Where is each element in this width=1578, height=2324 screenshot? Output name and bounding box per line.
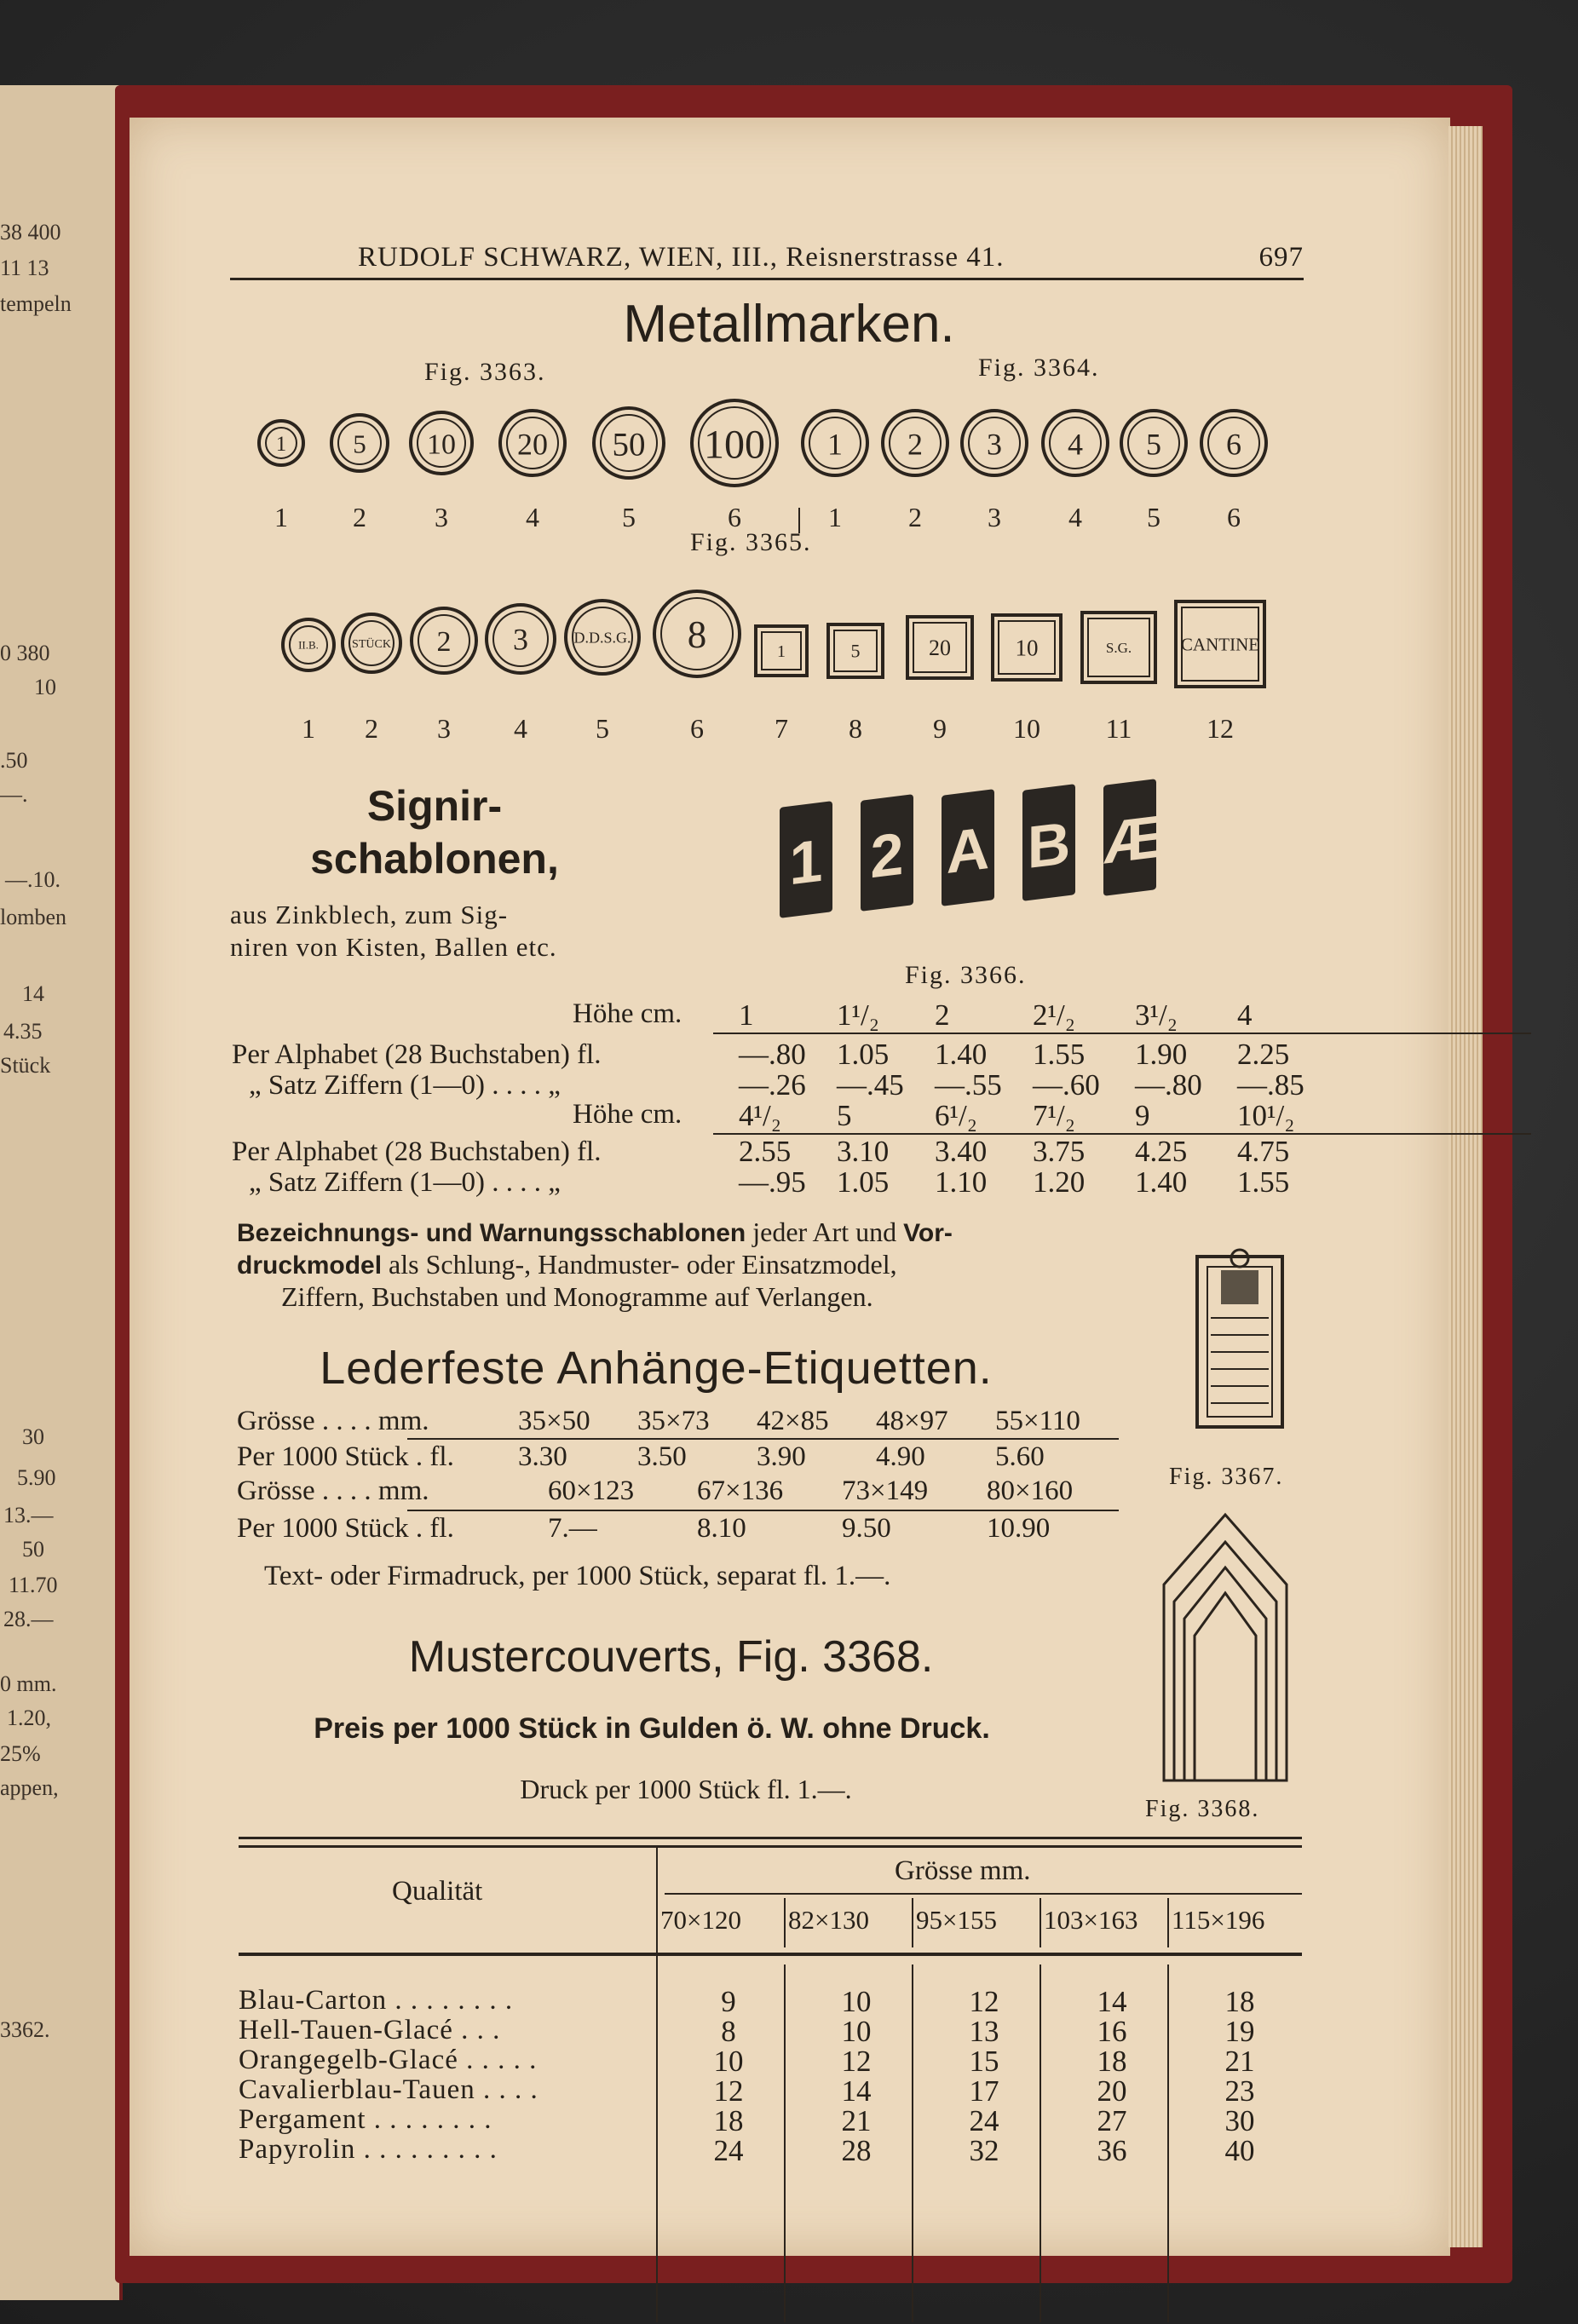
- leder-price-1-0: 3.30: [518, 1441, 567, 1472]
- alpha-price-2-0: 2.55: [739, 1135, 792, 1168]
- size-divider-1: [784, 1898, 786, 1947]
- left-page-fragment: appen,: [0, 1775, 59, 1800]
- left-page-fragment: 0 mm.: [0, 1671, 57, 1696]
- height-1-2: 2: [935, 998, 950, 1032]
- left-page-fragment: —.10.: [5, 867, 60, 892]
- alpha-price-1-5: 2.25: [1237, 1038, 1290, 1071]
- leder-price-1-4: 5.60: [995, 1441, 1045, 1472]
- leder-price-2-3: 10.90: [987, 1513, 1051, 1544]
- rule-1: [713, 1033, 1531, 1034]
- quality-cell: 9: [721, 1985, 736, 2018]
- left-page-fragment: Stück: [0, 1053, 51, 1078]
- metal-mark-label: 4: [1068, 427, 1083, 462]
- metal-mark-2-3: [487, 605, 555, 673]
- height-1-4: 3¹/₂: [1135, 998, 1178, 1032]
- body-divider-1: [784, 1964, 786, 2322]
- satz-label-1: „ Satz Ziffern (1—0) . . . . „: [249, 1070, 561, 1101]
- quality-cell: 17: [969, 2074, 999, 2108]
- grosse-label-1: Grösse . . . . mm.: [237, 1406, 429, 1436]
- alpha-price-2-3: 3.75: [1033, 1135, 1086, 1168]
- left-page-fragment: 13.—: [3, 1503, 54, 1527]
- metal-mark-1-9: [1043, 411, 1108, 475]
- metal-mark-number: 3: [435, 502, 448, 532]
- satz-price-2-0: —.95: [739, 1165, 806, 1199]
- metal-mark-number: 1: [828, 502, 842, 532]
- page-number: 697: [1258, 242, 1304, 273]
- satz-price-1-4: —.80: [1135, 1068, 1202, 1102]
- metal-mark-1-4: [594, 408, 664, 478]
- height-2-0: 4¹/₂: [739, 1099, 781, 1132]
- hoehe-label-2: Höhe cm.: [573, 1099, 682, 1130]
- stencil-1: 1: [780, 801, 832, 918]
- height-1-5: 4: [1237, 998, 1253, 1032]
- fig-3367-label: Fig. 3367.: [1169, 1464, 1284, 1490]
- metal-mark-number: 6: [1227, 502, 1241, 532]
- height-2-5: 10¹/₂: [1237, 1099, 1295, 1132]
- fig-3364-label: Fig. 3364.: [978, 354, 1100, 382]
- quality-cell: 14: [841, 2074, 872, 2108]
- satz-price-1-3: —.60: [1033, 1068, 1100, 1102]
- metal-mark-label: 10: [427, 429, 456, 461]
- leder-size-2-0: 60×123: [548, 1476, 635, 1506]
- left-page-fragment: 5.90: [17, 1465, 56, 1490]
- body-divider-3: [1040, 1964, 1041, 2322]
- metal-mark-number: 2: [353, 502, 366, 532]
- metallmarken-title: Metallmarken.: [623, 295, 955, 354]
- bez-bold-3: druckmodel: [237, 1251, 383, 1280]
- quality-cell: 20: [1097, 2074, 1127, 2108]
- satz-price-2-1: 1.05: [837, 1165, 890, 1199]
- metal-mark-label: 50: [612, 426, 646, 463]
- size-divider-3: [1040, 1898, 1041, 1947]
- quality-cell: 14: [1097, 1985, 1127, 2018]
- left-page-fragment: 0 380: [0, 641, 50, 665]
- leder-rule-2: [407, 1510, 1119, 1511]
- alpha-price-2-2: 3.40: [935, 1135, 988, 1168]
- satz-price-2-5: 1.55: [1237, 1165, 1290, 1199]
- height-2-2: 6¹/₂: [935, 1099, 977, 1132]
- table-divider-main: [656, 1847, 658, 1964]
- left-page-fragment: tempeln: [0, 291, 72, 316]
- signir-subtitle: [230, 899, 673, 964]
- muster-title: Mustercouverts, Fig. 3368.: [408, 1632, 934, 1682]
- alpha-price-1-2: 1.40: [935, 1038, 988, 1071]
- metal-mark-number: 1: [274, 502, 288, 532]
- rule-2: [713, 1133, 1531, 1135]
- leder-size-1-0: 35×50: [518, 1406, 590, 1436]
- quality-cell: 10: [841, 1985, 872, 2018]
- fig-3363-label: Fig. 3363.: [424, 358, 546, 386]
- metal-mark-2-9: [993, 615, 1061, 680]
- metal-mark-label: 5: [353, 429, 366, 459]
- alpha-price-1-4: 1.90: [1135, 1038, 1188, 1071]
- alpha-price-1-1: 1.05: [837, 1038, 890, 1071]
- metal-mark-number: 11: [1105, 713, 1132, 744]
- stencil-2: 2: [861, 794, 913, 912]
- metal-mark-number: 3: [437, 713, 451, 744]
- metal-mark-label: II.B.: [298, 638, 319, 652]
- quality-cell: 24: [969, 2104, 999, 2137]
- table-body-divider: [656, 1964, 658, 2322]
- leder-price-1-1: 3.50: [637, 1441, 687, 1472]
- muster-druck: Druck per 1000 Stück fl. 1.—.: [520, 1774, 852, 1804]
- left-page-fragment: 30: [22, 1424, 44, 1449]
- metal-mark-label: 8: [687, 613, 707, 656]
- left-page-fragment: 10: [34, 675, 56, 699]
- leder-size-2-3: 80×160: [987, 1476, 1074, 1506]
- height-1-0: 1: [739, 998, 754, 1032]
- metal-mark-number: 9: [933, 713, 947, 744]
- metal-mark-2-6: [756, 626, 807, 676]
- stencil-b: B: [1022, 784, 1075, 901]
- metal-mark-label: 10: [1015, 635, 1039, 661]
- metal-mark-number: 4: [514, 713, 527, 744]
- metal-mark-label: 5: [850, 640, 861, 662]
- metal-mark-label: 2: [436, 625, 452, 658]
- signir-sub-line1: aus Zinkblech, zum Sig-: [230, 900, 509, 929]
- left-page-fragment: —.: [0, 782, 28, 807]
- metal-mark-2-5: [654, 591, 740, 676]
- leder-rule-1: [407, 1438, 1119, 1440]
- table-header-rule: [239, 1953, 1302, 1956]
- height-2-1: 5: [837, 1099, 852, 1132]
- metal-mark-label: 5: [1146, 427, 1161, 462]
- fig-3368-label: Fig. 3368.: [1145, 1796, 1260, 1822]
- bez-text-2: als Schlung-, Handmuster- oder Einsatzmodel,: [382, 1249, 897, 1280]
- height-1-3: 2¹/₂: [1033, 998, 1075, 1032]
- metal-mark-2-4: [566, 601, 639, 674]
- quality-row-name: Papyrolin . . . . . . . . .: [239, 2134, 498, 2165]
- leder-price-2-1: 8.10: [697, 1513, 746, 1544]
- height-2-4: 9: [1135, 1099, 1150, 1132]
- left-page-fragment: 50: [22, 1537, 44, 1562]
- size-header-4: 115×196: [1172, 1905, 1265, 1935]
- size-header-0: 70×120: [660, 1905, 741, 1935]
- metal-mark-1-5: [692, 400, 777, 486]
- quality-row-name: Orangegelb-Glacé . . . . .: [239, 2045, 538, 2075]
- satz-price-1-0: —.26: [739, 1068, 806, 1102]
- metal-mark-number: 7: [775, 713, 788, 744]
- metal-mark-number: 12: [1207, 713, 1234, 744]
- satz-price-2-2: 1.10: [935, 1165, 988, 1199]
- left-page-fragment: 3362.: [0, 2017, 50, 2042]
- alpha-price-2-5: 4.75: [1237, 1135, 1290, 1168]
- alpha-price-1-3: 1.55: [1033, 1038, 1086, 1071]
- quality-cell: 16: [1097, 2015, 1127, 2048]
- metal-mark-number: 2: [908, 502, 922, 532]
- left-page-fragment: 4.35: [3, 1019, 43, 1044]
- quality-cell: 40: [1224, 2134, 1255, 2167]
- metal-mark-number: 2: [365, 713, 378, 744]
- signir-title-line1: Signir-: [366, 782, 503, 830]
- per-label-1: Per 1000 Stück . fl.: [237, 1441, 454, 1472]
- metal-mark-number: 10: [1013, 713, 1040, 744]
- signir-title-line2: schablonen,: [310, 835, 559, 883]
- bezeichnung-paragraph: [237, 1217, 1140, 1312]
- leder-title: Lederfeste Anhänge-Etiquetten.: [320, 1343, 993, 1394]
- qualitaet-header: Qualität: [392, 1876, 483, 1907]
- bez-text-1: jeder Art und: [746, 1217, 904, 1247]
- left-page-fragment: 38 400: [0, 220, 61, 244]
- fig-3365-label: Fig. 3365.: [690, 528, 812, 556]
- metal-mark-label: 1: [777, 642, 786, 661]
- metal-mark-number: 4: [1068, 502, 1082, 532]
- quality-cell: 10: [713, 2045, 744, 2078]
- height-2-3: 7¹/₂: [1033, 1099, 1075, 1132]
- alpha-price-2-4: 4.25: [1135, 1135, 1188, 1168]
- left-page-fragment: 25%: [0, 1741, 41, 1766]
- quality-cell: 32: [969, 2134, 999, 2167]
- leder-size-1-4: 55×110: [995, 1406, 1080, 1436]
- left-page-fragment: 14: [22, 981, 44, 1006]
- quality-cell: 13: [969, 2015, 999, 2048]
- metal-mark-label: 2: [907, 427, 923, 462]
- metal-mark-label: 100: [704, 422, 765, 468]
- quality-cell: 10: [841, 2015, 872, 2048]
- metal-mark-1-1: [331, 415, 388, 471]
- stencil-ae: Æ: [1103, 779, 1156, 896]
- size-divider-4: [1167, 1898, 1169, 1947]
- quality-cell: 12: [841, 2045, 872, 2078]
- hoehe-label-1: Höhe cm.: [573, 998, 682, 1029]
- left-page-fragment: 1.20,: [7, 1706, 51, 1730]
- metal-mark-2-2: [412, 608, 476, 673]
- metal-mark-number: 6: [728, 502, 741, 532]
- leder-note: Text- oder Firmadruck, per 1000 Stück, separat fl. 1.—.: [264, 1561, 891, 1591]
- metal-mark-2-7: [828, 624, 883, 677]
- size-header-2: 95×155: [916, 1905, 997, 1935]
- table-subheader-rule: [665, 1893, 1302, 1895]
- header-title: RUDOLF SCHWARZ, WIEN, III., Reisnerstrasse 41.: [358, 242, 1005, 273]
- body-divider-2: [912, 1964, 913, 2322]
- signir-sub-line2: niren von Kisten, Ballen etc.: [230, 932, 557, 962]
- left-page-fragment: 11 13: [0, 256, 49, 280]
- metal-mark-label: D.D.S.G.: [573, 629, 631, 647]
- metal-mark-number: 5: [596, 713, 609, 744]
- leder-size-1-1: 35×73: [637, 1406, 710, 1436]
- metal-mark-1-8: [962, 411, 1027, 475]
- metal-mark-1-10: [1121, 411, 1186, 475]
- alpha-label-1: Per Alphabet (28 Buchstaben) fl.: [232, 1039, 602, 1070]
- metal-mark-1-3: [500, 411, 565, 475]
- metal-mark-label: 20: [929, 636, 951, 661]
- quality-cell: 24: [713, 2134, 744, 2167]
- quality-cell: 18: [1097, 2045, 1127, 2078]
- metal-mark-label: STÜCK: [352, 637, 391, 651]
- metal-mark-label: 3: [513, 622, 528, 657]
- metal-mark-label: 1: [275, 433, 287, 457]
- leder-size-2-2: 73×149: [842, 1476, 929, 1506]
- signir-title: [256, 779, 613, 885]
- metal-mark-1-6: [803, 411, 867, 475]
- metal-mark-label: CANTINE: [1180, 634, 1260, 655]
- quality-cell: 36: [1097, 2134, 1127, 2167]
- metal-mark-1-7: [883, 411, 947, 475]
- satz-price-1-1: —.45: [837, 1068, 904, 1102]
- metal-mark-number: 4: [526, 502, 539, 532]
- quality-cell: 19: [1224, 2015, 1255, 2048]
- alpha-price-1-0: —.80: [739, 1038, 806, 1071]
- left-page-fragment: lomben: [0, 905, 66, 929]
- metal-mark-2-11: [1176, 601, 1264, 687]
- groesse-header: Grösse mm.: [895, 1855, 1031, 1886]
- satz-price-1-5: —.85: [1237, 1068, 1304, 1102]
- quality-cell: 27: [1097, 2104, 1127, 2137]
- metal-mark-1-11: [1201, 411, 1266, 475]
- bez-bold-1: Bezeichnungs- und Warnungsschablonen: [237, 1219, 746, 1247]
- metal-mark-number: 3: [988, 502, 1001, 532]
- quality-cell: 12: [713, 2074, 744, 2108]
- alpha-label-2: Per Alphabet (28 Buchstaben) fl.: [232, 1136, 602, 1167]
- left-page-fragment: .50: [0, 748, 28, 773]
- metal-mark-label: 1: [827, 427, 843, 462]
- leder-size-1-2: 42×85: [757, 1406, 829, 1436]
- quality-cell: 18: [713, 2104, 744, 2137]
- leder-size-2-1: 67×136: [697, 1476, 784, 1506]
- alpha-price-2-1: 3.10: [837, 1135, 890, 1168]
- metal-mark-2-10: [1082, 613, 1155, 682]
- body-divider-4: [1167, 1964, 1169, 2322]
- metal-mark-number: 1: [302, 713, 315, 744]
- size-header-1: 82×130: [788, 1905, 869, 1935]
- leder-price-2-0: 7.—: [548, 1513, 597, 1544]
- quality-cell: 21: [1224, 2045, 1255, 2078]
- satz-price-1-2: —.55: [935, 1068, 1002, 1102]
- fig-3366-label: Fig. 3366.: [905, 961, 1027, 989]
- quality-cell: 12: [969, 1985, 999, 2018]
- metal-mark-label: S.G.: [1105, 639, 1132, 656]
- leder-price-2-2: 9.50: [842, 1513, 891, 1544]
- left-page-fragment: 28.—: [3, 1607, 54, 1631]
- stencil-a: A: [942, 789, 994, 906]
- grosse-label-2: Grösse . . . . mm.: [237, 1476, 429, 1506]
- leder-price-1-3: 4.90: [876, 1441, 925, 1472]
- bez-bold-2: Vor-: [903, 1219, 953, 1247]
- quality-cell: 18: [1224, 1985, 1255, 2018]
- metal-mark-number: 5: [622, 502, 636, 532]
- table-top-rule: [239, 1837, 1302, 1848]
- metal-mark-1-2: [411, 412, 472, 474]
- quality-cell: 15: [969, 2045, 999, 2078]
- size-divider-2: [912, 1898, 913, 1947]
- metal-mark-label: 3: [987, 427, 1002, 462]
- size-header-3: 103×163: [1044, 1905, 1138, 1935]
- satz-label-2: „ Satz Ziffern (1—0) . . . . „: [249, 1167, 561, 1198]
- bez-text-3: Ziffern, Buchstaben und Monogramme auf Verlangen.: [281, 1281, 873, 1312]
- tag-illustration: [1189, 1240, 1291, 1435]
- per-label-2: Per 1000 Stück . fl.: [237, 1513, 454, 1544]
- quality-row-name: Cavalierblau-Tauen . . . .: [239, 2074, 538, 2105]
- metal-mark-number: 8: [849, 713, 862, 744]
- leder-size-1-3: 48×97: [876, 1406, 948, 1436]
- left-page-fragment: 11.70: [9, 1573, 58, 1597]
- satz-price-2-4: 1.40: [1135, 1165, 1188, 1199]
- satz-price-2-3: 1.20: [1033, 1165, 1086, 1199]
- metal-mark-number: 6: [690, 713, 704, 744]
- height-1-1: 1¹/₂: [837, 998, 879, 1032]
- metal-mark-1-0: [259, 421, 303, 465]
- metal-mark-2-8: [907, 617, 972, 678]
- quality-cell: 30: [1224, 2104, 1255, 2137]
- quality-cell: 28: [841, 2134, 872, 2167]
- quality-row-name: Hell-Tauen-Glacé . . .: [239, 2015, 501, 2045]
- quality-cell: 21: [841, 2104, 872, 2137]
- quality-cell: 23: [1224, 2074, 1255, 2108]
- quality-cell: 8: [721, 2015, 736, 2048]
- metal-mark-label: 20: [517, 427, 548, 462]
- metal-mark-number: 5: [1147, 502, 1160, 532]
- quality-row-name: Blau-Carton . . . . . . . .: [239, 1985, 514, 2016]
- metal-mark-2-1: [343, 614, 400, 672]
- muster-preis: Preis per 1000 Stück in Gulden ö. W. ohne Druck.: [314, 1712, 990, 1745]
- metal-mark-2-0: [283, 619, 334, 670]
- metal-mark-label: 6: [1226, 427, 1241, 462]
- leder-price-1-2: 3.90: [757, 1441, 806, 1472]
- quality-row-name: Pergament . . . . . . . .: [239, 2104, 492, 2135]
